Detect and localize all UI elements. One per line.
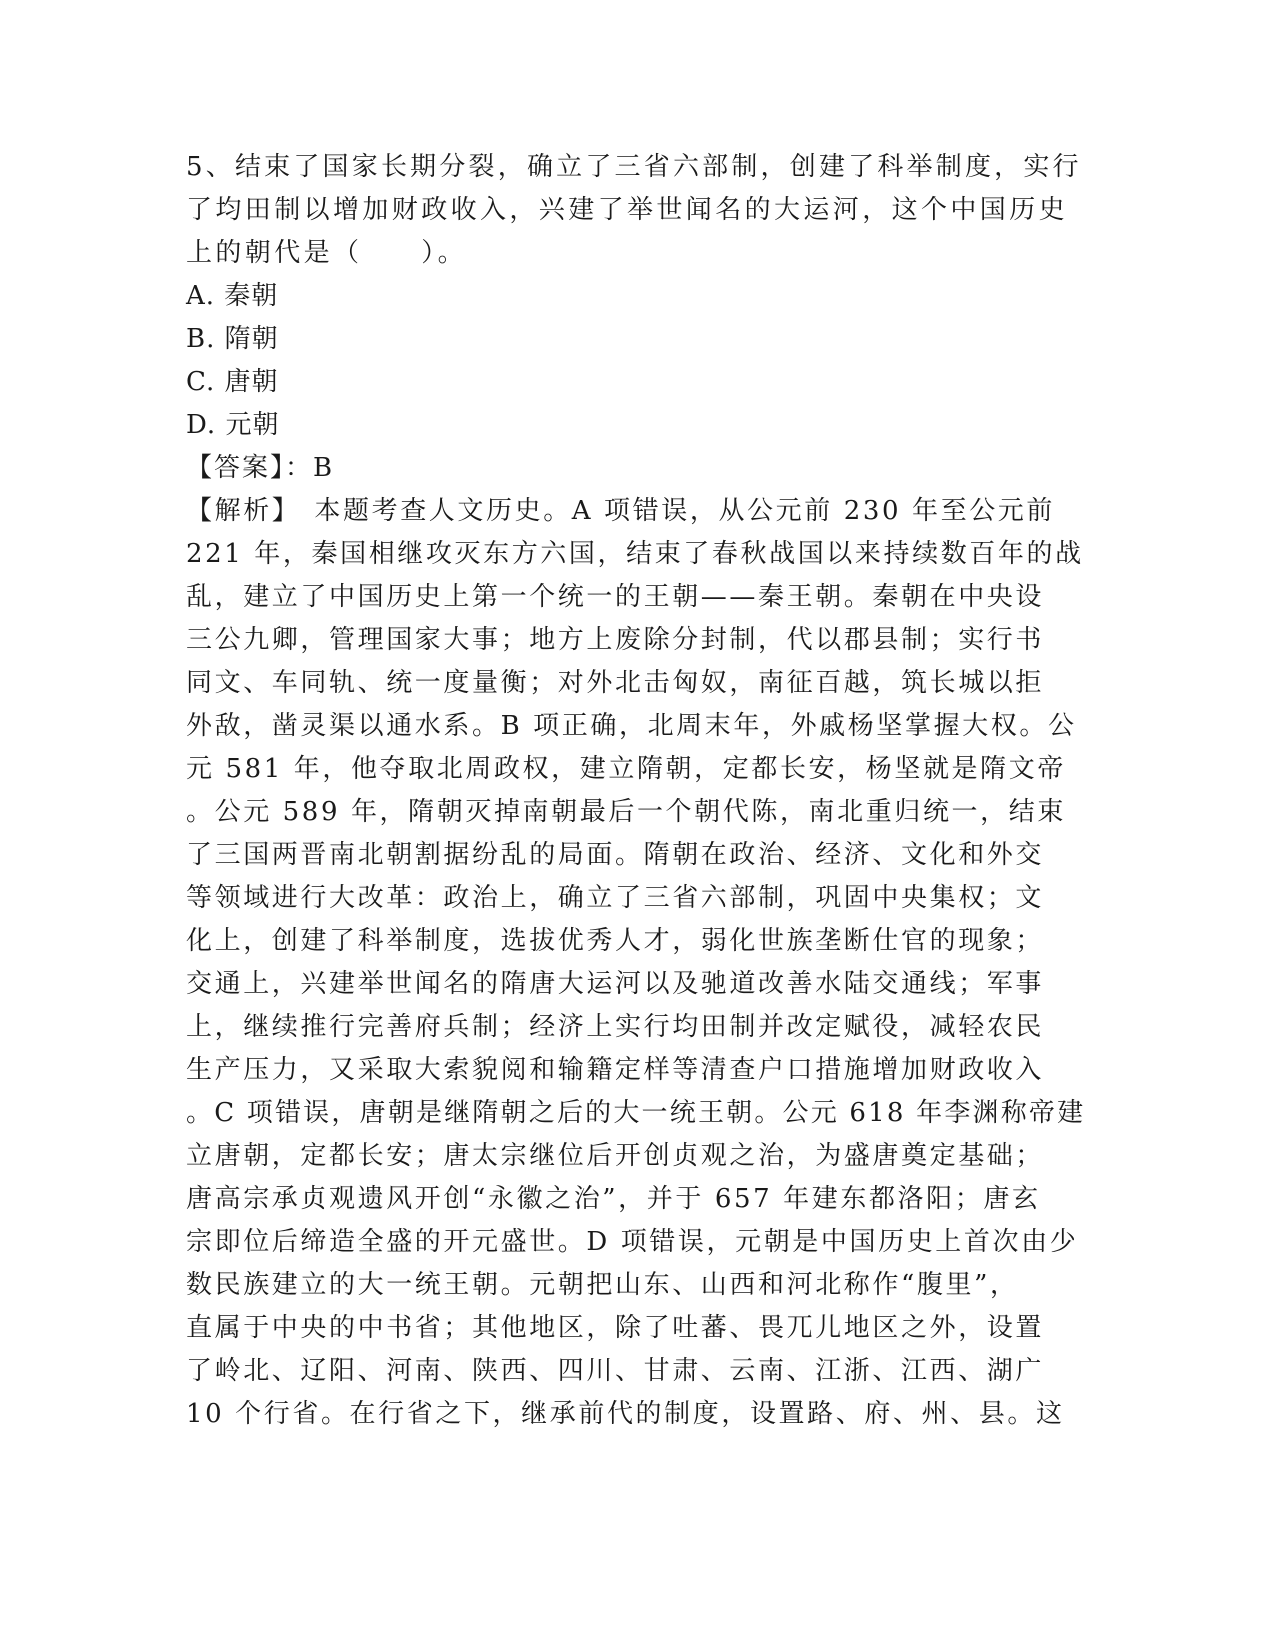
- analysis-text-line: 。公元 589 年，隋朝灭掉南朝最后一个朝代陈，南北重归统一，结束: [186, 797, 1066, 827]
- option-b: B. 隋朝: [186, 324, 279, 354]
- analysis-text-line: 上，继续推行完善府兵制；经济上实行均田制并改定赋役，减轻农民: [186, 1012, 1045, 1042]
- analysis-text: 本题考查人文历史。A 项错误，从公元前 230 年至公元前: [314, 496, 1056, 526]
- answer-value: ：B: [285, 453, 335, 483]
- analysis-text-line: 元 581 年，他夺取北周政权，建立隋朝，定都长安，杨坚就是隋文帝: [186, 754, 1066, 784]
- analysis-text-line: 直属于中央的中书省；其他地区，除了吐蕃、畏兀儿地区之外，设置: [186, 1313, 1045, 1343]
- analysis-text-line: 221 年，秦国相继攻灭东方六国，结束了春秋战国以来持续数百年的战: [186, 539, 1084, 569]
- question-block: [186, 146, 1086, 1436]
- analysis-text-line: 三公九卿，管理国家大事；地方上废除分封制，代以郡县制；实行书: [186, 625, 1045, 655]
- analysis-text-line: 化上，创建了科举制度，选拔优秀人才，弱化世族垄断仕官的现象；: [186, 926, 1045, 956]
- option-d: D. 元朝: [186, 410, 280, 440]
- analysis-text-line: 外敌，凿灵渠以通水系。B 项正确，北周末年，外戚杨坚掌握大权。公: [186, 711, 1077, 741]
- answer-label: 【答案】: [186, 453, 286, 483]
- analysis-text-line: 宗即位后缔造全盛的开元盛世。D 项错误，元朝是中国历史上首次由少: [186, 1227, 1079, 1257]
- analysis-text-line: 数民族建立的大一统王朝。元朝把山东、山西和河北称作“腹里”，: [186, 1270, 1019, 1300]
- analysis-text-line: 同文、车同轨、统一度量衡；对外北击匈奴，南征百越，筑长城以拒: [186, 668, 1045, 698]
- question-text-line: 5、结束了国家长期分裂，确立了三省六部制，创建了科举制度，实行: [186, 152, 1082, 182]
- option-c: C. 唐朝: [186, 367, 279, 397]
- analysis-text-line: 了岭北、辽阳、河南、陕西、四川、甘肃、云南、江浙、江西、湖广: [186, 1356, 1045, 1386]
- option-a: A. 秦朝: [186, 281, 279, 311]
- answer-line: [186, 447, 1086, 490]
- analysis-text-line: 交通上，兴建举世闻名的隋唐大运河以及驰道改善水陆交通线；军事: [186, 969, 1045, 999]
- analysis-text-line: 10 个行省。在行省之下，继承前代的制度，设置路、府、州、县。这: [186, 1399, 1065, 1429]
- analysis-text-line: 唐高宗承贞观遗风开创“永徽之治”，并于 657 年建东都洛阳；唐玄: [186, 1184, 1041, 1214]
- analysis-text-line: 。C 项错误，唐朝是继隋朝之后的大一统王朝。公元 618 年李渊称帝建: [186, 1098, 1086, 1128]
- analysis-label: 【解析】: [186, 496, 301, 526]
- analysis-text-line: 立唐朝，定都长安；唐太宗继位后开创贞观之治，为盛唐奠定基础；: [186, 1141, 1045, 1171]
- analysis-first-line: [186, 490, 1086, 533]
- analysis-text-line: 乱，建立了中国历史上第一个统一的王朝——秦王朝。秦朝在中央设: [186, 582, 1045, 612]
- analysis-text-line: 生产压力，又采取大索貌阅和输籍定样等清查户口措施增加财政收入: [186, 1055, 1045, 1085]
- question-text-line: 上的朝代是（ ）。: [186, 238, 468, 268]
- analysis-text-line: 了三国两晋南北朝割据纷乱的局面。隋朝在政治、经济、文化和外交: [186, 840, 1045, 870]
- analysis-text-line: 等领域进行大改革：政治上，确立了三省六部制，巩固中央集权；文: [186, 883, 1045, 913]
- question-text-line: 了均田制以增加财政收入，兴建了举世闻名的大运河，这个中国历史: [186, 195, 1069, 225]
